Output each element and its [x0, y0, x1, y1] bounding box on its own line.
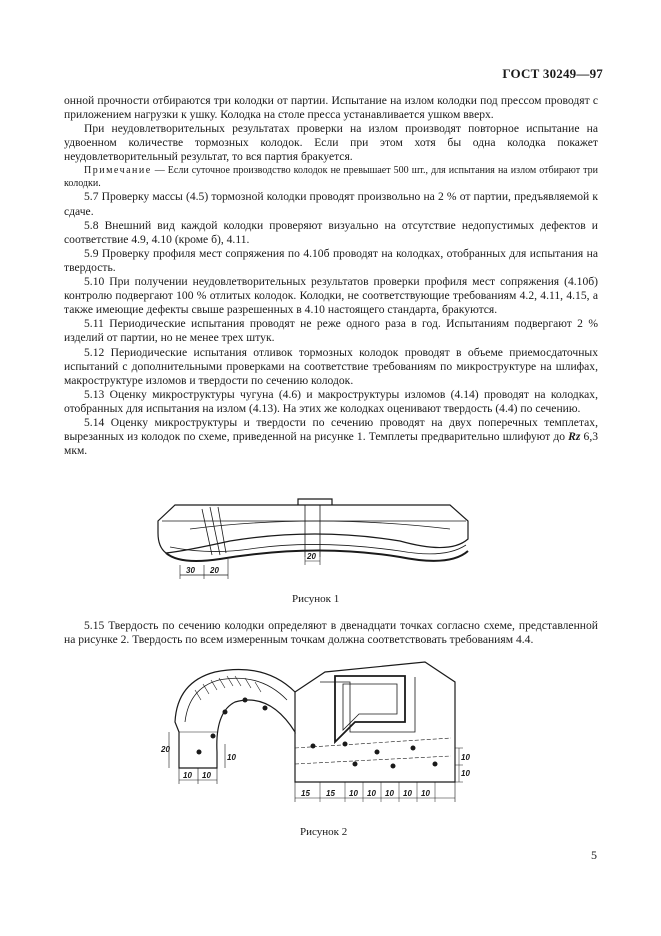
figure-1-drawing: [150, 495, 480, 585]
figure-1-dim-30: 30: [186, 566, 195, 575]
figure-2-dim-10g: 10: [421, 789, 430, 798]
body-text: [64, 94, 598, 458]
figure-2-dim-10f: 10: [403, 789, 412, 798]
body-text-2: [64, 619, 598, 647]
paragraph-5-11: 5.11 Периодические испытания проводят не реже одного раза в год. Испытаниям подвергают 2 % изделий от партии, но не менее трех штук.: [64, 317, 598, 345]
paragraph-5-15: 5.15 Твердость по сечению колодки определяют в двенадцати точках согласно схеме, представленной на рисунке 2. Твердость по всем измеренным точкам должна соответствовать требованиям 4.4.: [64, 619, 598, 647]
figure-1-dim-20a: 20: [210, 566, 219, 575]
figure-2-dim-10a: 10: [183, 771, 192, 780]
figure-2-drawing: [155, 652, 475, 812]
figure-2-caption: Рисунок 2: [300, 826, 348, 838]
paragraph-5-13: 5.13 Оценку микроструктуры чугуна (4.6) и макроструктуры изломов (4.14) проводят на колодках, отобранных для испытания на излом (4.13). На этих же колодках оценивают твердость (4.4) по сечению.: [64, 387, 598, 415]
paragraph-retest: При неудовлетворительных результатах проверки на излом производят повторное испытание на удвоенном количестве тормозных колодок. Если при этом хотя бы одна колодка покажет неудовлетворительный результат, то вся партия бракуется.: [64, 122, 598, 164]
note-text: — Если суточное производство колодок не превышает 500 шт., для испытания на излом отбирают три колодки.: [64, 165, 598, 190]
figure-2-dim-10b: 10: [202, 771, 211, 780]
roughness-symbol: Rz: [568, 430, 581, 444]
paragraph-5-12: 5.12 Периодические испытания отливок тормозных колодок проводят в объеме приемосдаточных испытаний с дополнительными проверками на соответствие требованиям по микроструктуре на шлифах, макроструктуре изломов и твердости по сечению колодок.: [64, 345, 598, 387]
figure-2-dim-15a: 15: [301, 789, 310, 798]
paragraph-5-9: 5.9 Проверку профиля мест сопряжения по 4.10б проводят на колодках, отобранных для испытания на твердость.: [64, 246, 598, 274]
paragraph-5-14-text: 5.14 Оценку микроструктуры и твердости по сечению проводят на двух поперечных темплетах, вырезанных из колодок по схеме, приведенной на рисунке 1. Темплеты предварительно шлифуют до: [64, 415, 598, 444]
paragraph-5-14-end: 6,3 мкм.: [64, 430, 599, 458]
note: [64, 164, 598, 190]
paragraph-5-10: 5.10 При получении неудовлетворительных результатов проверки профиля мест сопряжения (4.10б) контролю подвергают 100 % отлитых колодок. Колодки, не соответствующие требованиям 4.2, 4.11, 4.15, а также имеющие дефекты свыше разрешенных в 4.10 настоящего стандарта, бракуются.: [64, 275, 598, 317]
paragraph-continuation: онной прочности отбираются три колодки от партии. Испытание на излом колодки под прессом проводят с приложением нагрузки к ушку. Колодка на столе пресса устанавливается ушком вверх.: [64, 94, 598, 122]
figure-2-dim-10r2: 10: [461, 769, 470, 778]
note-label: Примечание: [84, 165, 152, 177]
figure-2-dim-10c: 10: [349, 789, 358, 798]
figure-2-dim-10v: 10: [227, 753, 236, 762]
paragraph-5-7: 5.7 Проверку массы (4.5) тормозной колодки проводят произвольно на 2 % от партии, предъявляемой к сдаче.: [64, 190, 598, 218]
figure-1-dim-20b: 20: [307, 552, 316, 561]
figure-2-dim-10d: 10: [367, 789, 376, 798]
paragraph-5-8: 5.8 Внешний вид каждой колодки проверяют визуально на отсутствие недопустимых дефектов и соответствие 4.9, 4.10 (кроме б), 4.11.: [64, 218, 598, 246]
figure-2-dim-10r1: 10: [461, 753, 470, 762]
figure-1-caption: Рисунок 1: [292, 593, 340, 605]
document-header: ГОСТ 30249—97: [502, 66, 603, 81]
paragraph-5-14: [64, 416, 598, 458]
figure-2-dim-10e: 10: [385, 789, 394, 798]
figure-2-dim-20v: 20: [161, 745, 170, 754]
page-number: 5: [591, 848, 597, 862]
figure-2-dim-15b: 15: [326, 789, 335, 798]
